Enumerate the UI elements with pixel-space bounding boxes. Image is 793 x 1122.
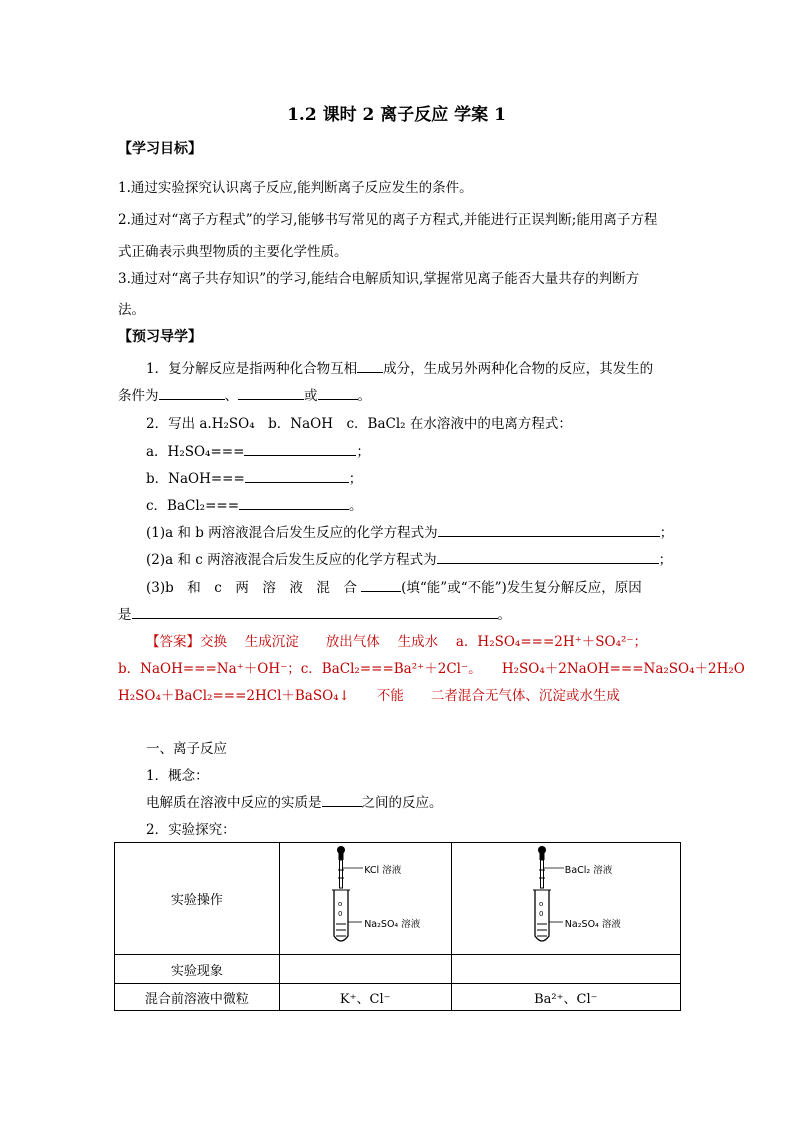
tube1-bottom-label: Na₂SO₄ 溶液 <box>364 918 421 930</box>
question-2-2 <box>146 548 672 568</box>
table-row <box>115 984 681 1011</box>
concept-label: 1．概念： <box>146 768 209 784</box>
test-tube-diagram <box>290 844 440 950</box>
particles-cell-2: Ba²⁺、Cl⁻ <box>451 984 680 1011</box>
period: 。 <box>497 607 511 623</box>
q1-text-b: 成分，生成另外两种化合物的反应，其发生的 <box>383 361 654 377</box>
question-2c <box>146 494 363 514</box>
semicolon: ； <box>658 552 673 568</box>
p2-text: (2)a 和 c 两溶液混合后发生反应的化学方程式为 <box>146 552 437 568</box>
svg-text:0: 0 <box>538 909 544 918</box>
answer-line-2: b．NaOH===Na⁺＋OH⁻；c．BaCl₂===Ba²⁺＋2Cl⁻。 H₂SO₄＋2NaOH===Na₂SO₄＋2H₂O <box>118 661 745 677</box>
q2b-label: b．NaOH=== <box>146 471 245 487</box>
essence-line <box>146 791 443 811</box>
question-2: 2．写出 a.H₂SO₄ b．NaOH c．BaCl₂ 在水溶液中的电离方程式： <box>146 416 572 432</box>
answer-blank[interactable] <box>438 523 660 537</box>
preview-heading: 【预习导学】 <box>118 329 202 345</box>
objective-3: 3.通过对“离子共存知识”的学习,能结合电解质知识,掌握常见离子能否大量共存的判断方 <box>118 271 640 287</box>
objectives-heading: 【学习目标】 <box>118 141 202 157</box>
test-tube-icon <box>290 844 440 950</box>
q1-text-f: 。 <box>357 388 371 404</box>
objective-2: 2.通过对“离子方程式”的学习,能够书写常见的离子方程式,并能进行正误判断;能用离子方程 <box>118 212 658 228</box>
q1-text-c: 条件为 <box>118 388 159 404</box>
tube1-top-label: KCl 溶液 <box>364 864 402 876</box>
experiment-table <box>114 842 681 1011</box>
answer-blank[interactable] <box>159 386 225 400</box>
tube2-bottom-label: Na₂SO₄ 溶液 <box>564 918 621 930</box>
q2a-label: a．H₂SO₄=== <box>146 444 245 460</box>
answer-blank[interactable] <box>244 442 356 456</box>
essence-text-b: 之间的反应。 <box>361 795 443 811</box>
test-tube-diagram <box>491 844 641 950</box>
question-2-1 <box>146 521 673 541</box>
essence-text-a: 电解质在溶液中反应的实质是 <box>146 795 322 811</box>
row-label-operation: 实验操作 <box>115 843 280 955</box>
semicolon: ； <box>348 471 363 487</box>
ionic-heading: 一、离子反应 <box>146 741 227 757</box>
svg-text:o: o <box>538 899 544 908</box>
objective-3-cont: 法。 <box>118 302 145 318</box>
question-2b <box>146 467 362 487</box>
tube-cell <box>451 843 680 955</box>
page-title: 1.2 课时 2 离子反应 学案 1 <box>287 105 506 125</box>
explore-label: 2．实验探究： <box>146 822 236 838</box>
semicolon: ； <box>659 525 674 541</box>
phenomenon-cell-1[interactable] <box>279 955 451 984</box>
q2c-label: c．BaCl₂=== <box>146 498 240 514</box>
tube2-top-label: BaCl₂ 溶液 <box>564 864 613 876</box>
table-row <box>115 955 681 984</box>
answer-line-1: 【答案】交换 生成沉淀 放出气体 生成水 a．H₂SO₄===2H⁺＋SO₄²⁻； <box>146 634 648 650</box>
question-2-3-cont <box>118 603 511 623</box>
p3-text-b: (填“能”或“不能”)发生复分解反应，原因 <box>401 580 642 596</box>
answer-blank[interactable] <box>361 578 401 592</box>
phenomenon-cell-2[interactable] <box>451 955 680 984</box>
answer-blank[interactable] <box>132 605 498 619</box>
q1-text-a: 1．复分解反应是指两种化合物互相 <box>146 361 358 377</box>
answer-blank[interactable] <box>238 386 304 400</box>
answer-blank[interactable] <box>239 496 349 510</box>
answer-blank[interactable] <box>318 386 358 400</box>
period: 。 <box>349 498 363 514</box>
particles-cell-1: K⁺、Cl⁻ <box>279 984 451 1011</box>
row-label-particles: 混合前溶液中微粒 <box>115 984 280 1011</box>
question-2a <box>146 440 370 460</box>
svg-text:0: 0 <box>338 909 343 918</box>
semicolon: ； <box>356 444 370 460</box>
answer-blank[interactable] <box>437 550 659 564</box>
question-2-3 <box>146 576 642 596</box>
p3-text-c: 是 <box>118 607 132 623</box>
p3-text: (3)b 和 c 两 溶 液 混 合 <box>146 580 357 596</box>
q1-text-e: 或 <box>304 388 318 404</box>
objective-2-cont: 式正确表示典型物质的主要化学性质。 <box>118 244 348 260</box>
svg-text:o: o <box>338 899 343 908</box>
row-label-phenomenon: 实验现象 <box>115 955 280 984</box>
objective-1: 1.通过实验探究认识离子反应,能判断离子反应发生的条件。 <box>118 180 473 196</box>
answer-blank[interactable] <box>357 359 383 373</box>
answer-line-3: H₂SO₄＋BaCl₂===2HCl＋BaSO₄↓ 不能 二者混合无气体、沉淀或水生成 <box>118 688 620 704</box>
table-row <box>115 843 681 955</box>
question-1-line1 <box>146 357 653 377</box>
answer-blank[interactable] <box>245 469 349 483</box>
answer-blank[interactable] <box>322 793 362 807</box>
q1-text-d: 、 <box>224 388 238 404</box>
tube-cell <box>279 843 451 955</box>
p1-text: (1)a 和 b 两溶液混合后发生反应的化学方程式为 <box>146 525 438 541</box>
test-tube-icon <box>491 844 641 950</box>
question-1-line2 <box>118 384 371 404</box>
